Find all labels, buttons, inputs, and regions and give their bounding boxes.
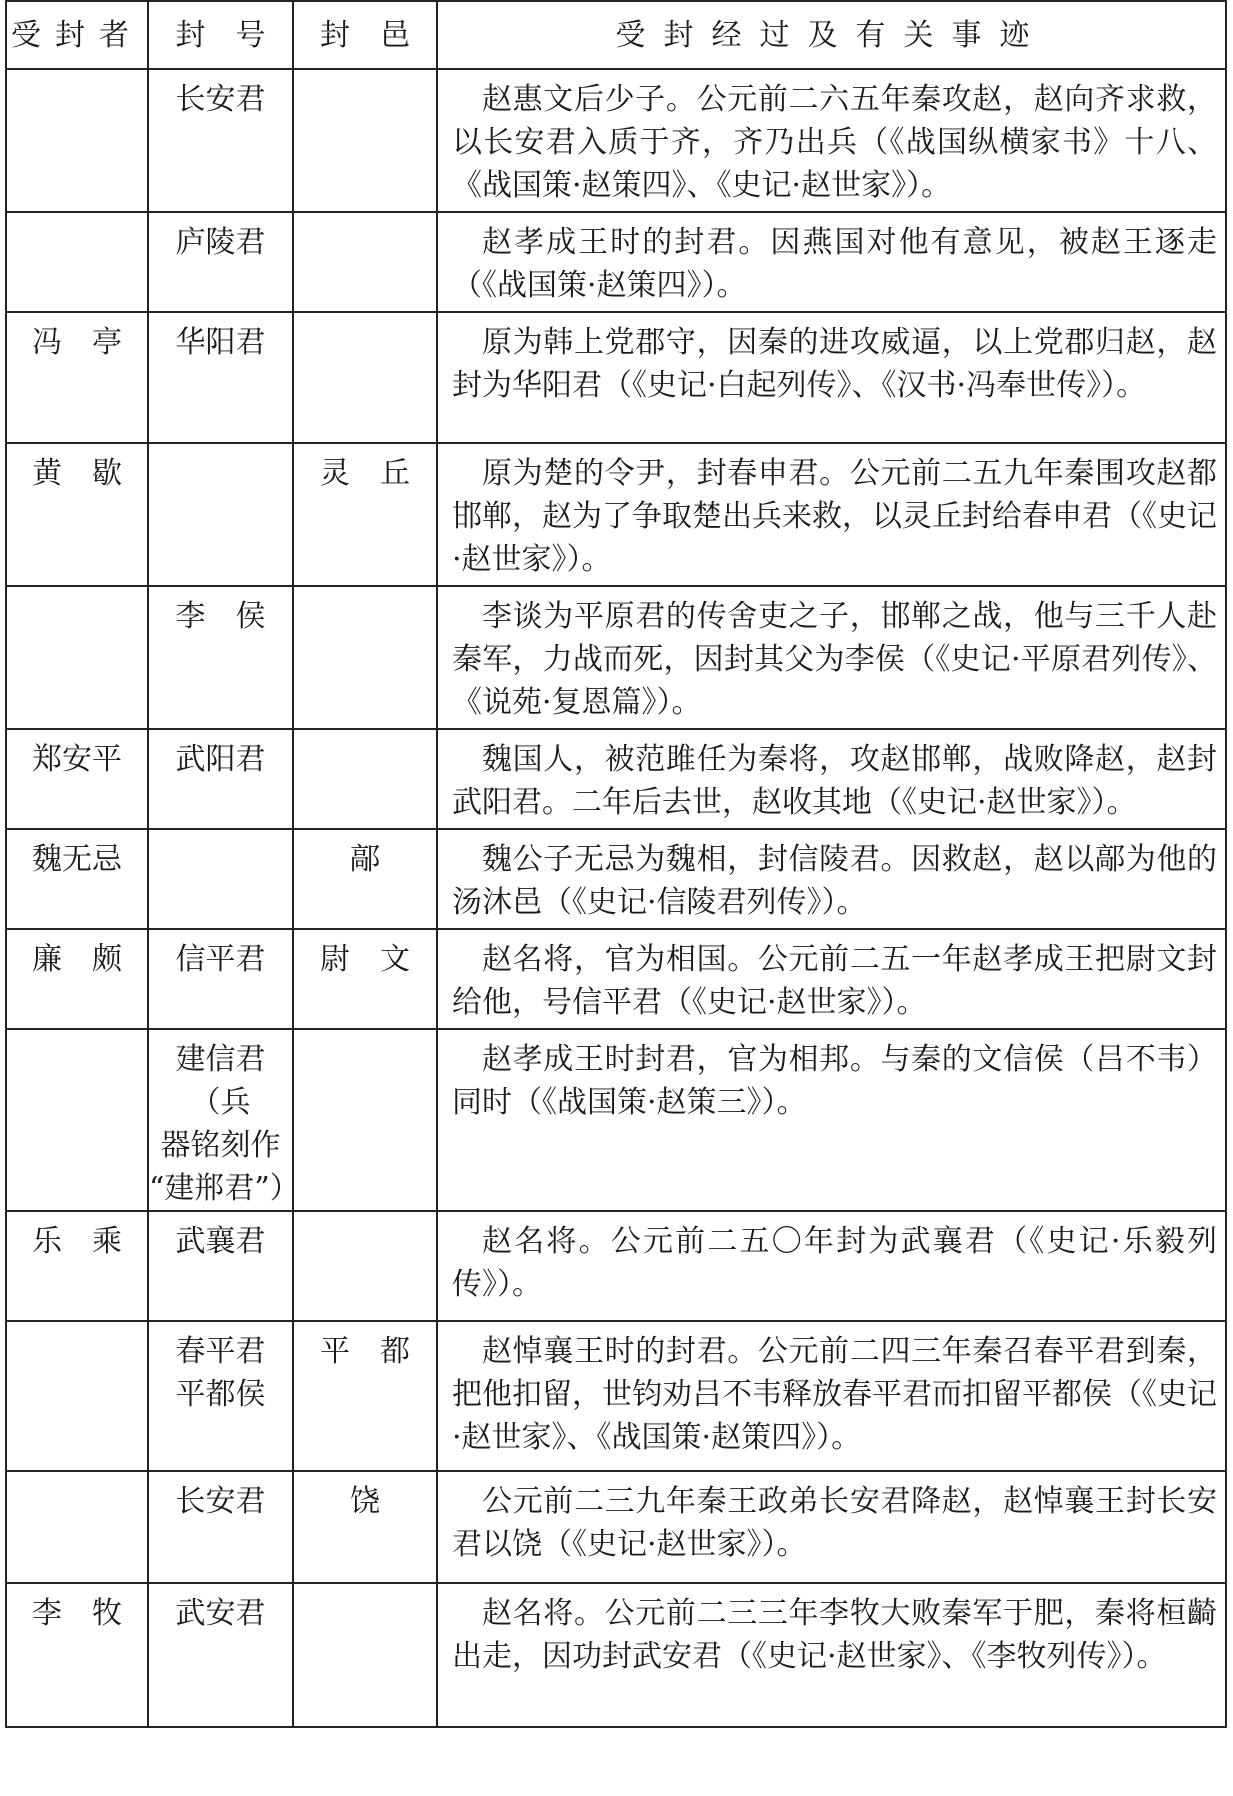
cell-details [437, 69, 1226, 212]
header-title: 封 号 [148, 1, 293, 69]
details-text: 赵名将，官为相国。公元前二五一年赵孝成王把尉文封给他，号信平君（《史记·赵世家》）。 [452, 942, 1217, 1020]
cell-details [437, 1471, 1226, 1583]
cell-recipient: 李 牧 [6, 1583, 148, 1727]
details-text: 魏国人，被范雎任为秦将，攻赵邯郸，战败降赵，赵封武阳君。二年后去世，赵收其地（《史记·赵世家》）。 [452, 742, 1217, 820]
cell-recipient [6, 69, 148, 212]
cell-recipient: 廉 颇 [6, 929, 148, 1029]
header-row [6, 1, 1226, 69]
cell-details [437, 1211, 1226, 1321]
table-row [6, 586, 1226, 729]
cell-fief [293, 1029, 437, 1211]
cell-fief: 平 都 [293, 1321, 437, 1471]
cell-title: 春平君 平都侯 [148, 1321, 293, 1471]
cell-details [437, 929, 1226, 1029]
cell-details [437, 212, 1226, 312]
details-text: 赵名将。公元前二五〇年封为武襄君（《史记·乐毅列传》）。 [452, 1224, 1217, 1302]
cell-details [437, 829, 1226, 929]
cell-recipient: 魏无忌 [6, 829, 148, 929]
table-row [6, 1211, 1226, 1321]
cell-title: 庐陵君 [148, 212, 293, 312]
cell-fief: 鄗 [293, 829, 437, 929]
cell-fief: 灵 丘 [293, 443, 437, 586]
details-text: 赵名将。公元前二三三年李牧大败秦军于肥，秦将桓齮出走，因功封武安君（《史记·赵世家》、《李牧列传》）。 [452, 1596, 1217, 1674]
cell-fief [293, 729, 437, 829]
cell-details [437, 1321, 1226, 1471]
cell-details [437, 312, 1226, 443]
details-text: 原为韩上党郡守，因秦的进攻威逼，以上党郡归赵，赵封为华阳君（《史记·白起列传》、《汉书·冯奉世传》）。 [452, 325, 1217, 403]
cell-recipient [6, 1471, 148, 1583]
cell-fief [293, 212, 437, 312]
header-fief: 封 邑 [293, 1, 437, 69]
cell-recipient: 黄 歇 [6, 443, 148, 586]
cell-recipient [6, 586, 148, 729]
details-text: 赵悼襄王时的封君。公元前二四三年秦召春平君到秦，把他扣留，世钧劝吕不韦释放春平君而扣留平都侯（《史记·赵世家》、《战国策·赵策四》）。 [452, 1334, 1217, 1455]
header-details: 受封经过及有关事迹 [437, 1, 1226, 69]
cell-fief: 尉 文 [293, 929, 437, 1029]
table-row [6, 312, 1226, 443]
table-row [6, 212, 1226, 312]
cell-recipient: 乐 乘 [6, 1211, 148, 1321]
details-text: 李谈为平原君的传舍吏之子，邯郸之战，他与三千人赴秦军，力战而死，因封其父为李侯（《史记·平原君列传》、《说苑·复恩篇》）。 [452, 599, 1217, 720]
header-recipient: 受封者 [6, 1, 148, 69]
table-row [6, 929, 1226, 1029]
cell-title: 李 侯 [148, 586, 293, 729]
table-row [6, 829, 1226, 929]
cell-details [437, 1029, 1226, 1211]
cell-recipient [6, 1321, 148, 1471]
cell-title [148, 443, 293, 586]
details-text: 赵孝成王时封君，官为相邦。与秦的文信侯（吕不韦）同时（《战国策·赵策三》）。 [452, 1042, 1217, 1120]
cell-title: 武襄君 [148, 1211, 293, 1321]
cell-fief [293, 69, 437, 212]
cell-title: 武阳君 [148, 729, 293, 829]
cell-details [437, 586, 1226, 729]
cell-fief [293, 1583, 437, 1727]
table-row [6, 1029, 1226, 1211]
table-row [6, 1471, 1226, 1583]
fief-table [5, 0, 1227, 1728]
details-text: 魏公子无忌为魏相，封信陵君。因救赵，赵以鄗为他的汤沐邑（《史记·信陵君列传》）。 [452, 842, 1217, 920]
details-text: 赵惠文后少子。公元前二六五年秦攻赵，赵向齐求救，以长安君入质于齐，齐乃出兵（《战国纵横家书》十八、《战国策·赵策四》、《史记·赵世家》）。 [452, 82, 1217, 203]
table-row [6, 443, 1226, 586]
cell-details [437, 443, 1226, 586]
cell-recipient [6, 212, 148, 312]
table-row [6, 1321, 1226, 1471]
cell-recipient: 郑安平 [6, 729, 148, 829]
cell-recipient: 冯 亭 [6, 312, 148, 443]
cell-title: 武安君 [148, 1583, 293, 1727]
table-row [6, 1583, 1226, 1727]
cell-title: 华阳君 [148, 312, 293, 443]
table-row [6, 729, 1226, 829]
cell-recipient [6, 1029, 148, 1211]
cell-title: 长安君 [148, 69, 293, 212]
cell-title: 信平君 [148, 929, 293, 1029]
cell-title: 建信君（兵 器铭刻作 “建郱君”） [148, 1029, 293, 1211]
table-row [6, 69, 1226, 212]
cell-title: 长安君 [148, 1471, 293, 1583]
cell-fief [293, 1211, 437, 1321]
cell-fief [293, 586, 437, 729]
details-text: 公元前二三九年秦王政弟长安君降赵，赵悼襄王封长安君以饶（《史记·赵世家》）。 [452, 1484, 1217, 1562]
details-text: 赵孝成王时的封君。因燕国对他有意见，被赵王逐走（《战国策·赵策四》）。 [452, 225, 1217, 303]
details-text: 原为楚的令尹，封春申君。公元前二五九年秦围攻赵都邯郸，赵为了争取楚出兵来救，以灵丘封给春申君（《史记·赵世家》）。 [452, 456, 1217, 577]
cell-fief: 饶 [293, 1471, 437, 1583]
cell-title [148, 829, 293, 929]
cell-details [437, 1583, 1226, 1727]
cell-details [437, 729, 1226, 829]
cell-fief [293, 312, 437, 443]
